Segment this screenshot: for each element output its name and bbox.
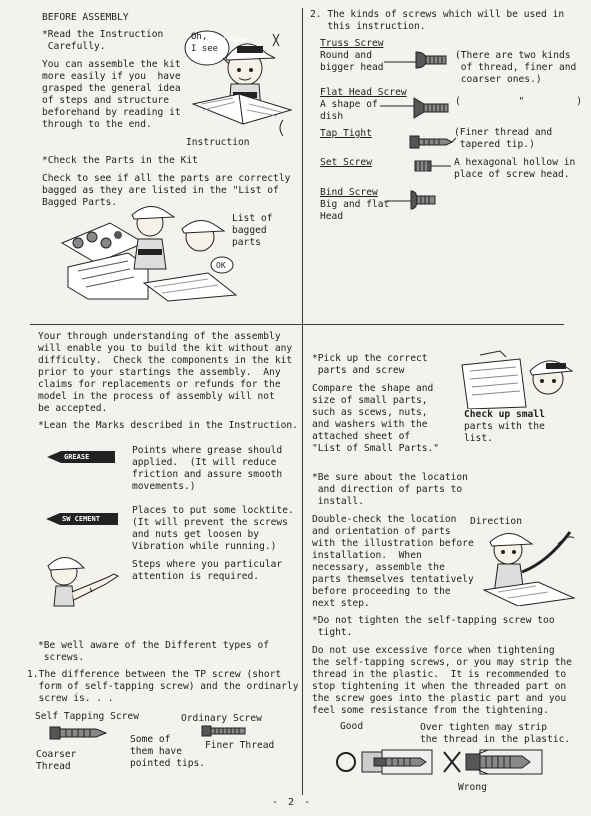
self-tapping-screw-icon [48,723,112,743]
section-divider [30,324,564,325]
oh-i-see-bubble: Oh, I see [191,32,219,55]
flat-head-screw-icon [378,96,452,120]
do-not-tighten-title: *Do not tighten the self-tapping screw too [312,615,555,626]
read-instruction-title-cont: Carefully. [42,41,106,52]
difference-line-3: screw is. . . [27,693,114,704]
ordinary-screw-icon [200,723,248,739]
read-instruction-title: *Read the Instruction [42,29,164,40]
check-list-illustration [460,349,574,409]
difference-line-2: form of self-tapping screw) and the ordinarly [27,681,299,692]
over-tighten-label-2: the thread in the plastic. [420,734,571,745]
difference-line-1: 1.The difference between the TP screw (short [27,669,282,680]
kyosho-cap-logo: KYOSHO [222,36,248,44]
truss-screw-icon [380,46,450,74]
check-parts-title: *Check the Parts in the Kit [42,155,198,166]
pickup-title-cont: parts and screw [312,365,405,376]
be-sure-title: *Be sure about the location [312,472,468,483]
kit-boxes-illustration [58,203,258,303]
pointed-tips-label: Some of them have pointed tips. [130,734,206,770]
ordinary-screw-label: Ordinary Screw [181,713,262,724]
before-assembly-heading: BEFORE ASSEMBLY [42,12,129,23]
good-circle-icon [337,753,355,771]
check-up-small-label: Check up small [464,409,545,420]
coarser-thread-label: Coarser Thread [36,749,77,773]
good-label: Good [340,721,364,732]
pointing-boy-icon [44,552,126,608]
ok-bubble: OK [216,261,226,270]
page-number: - 2 - [272,797,313,808]
wrong-example-illustration [440,746,550,778]
column-divider [302,8,303,795]
pickup-title: *Pick up the correct [312,353,428,364]
different-types-title: *Be well aware of the Different types of [38,640,270,651]
do-not-tighten-title-cont: tight. [312,627,353,638]
over-tighten-label: Over tighten may strip [420,722,548,733]
check-up-small-label-3: list. [464,433,493,444]
finer-thread-label: Finer Thread [205,740,275,751]
different-types-title-cont: screws. [38,652,85,663]
bind-screw-icon [385,189,439,211]
set-screw-icon [413,158,453,174]
marks-title: *Lean the Marks described in the Instruction. [38,420,298,431]
tap-tight-screw-icon [408,132,458,152]
direction-label: Direction [470,516,522,527]
screw-kinds-heading-cont: this instruction. [310,21,426,32]
grease-mark-label: GREASE [64,453,90,461]
direction-boy-illustration [478,528,578,606]
wrong-cross-icon [444,752,460,772]
good-example-illustration [334,746,438,778]
screw-kinds-heading: 2. The kinds of screws which will be used in [310,9,565,20]
be-sure-title-3: install. [312,496,364,507]
be-sure-title-2: and direction of parts to [312,484,463,495]
cement-mark-label: SW CEMENT [62,515,100,523]
check-up-small-label-2: parts with the [464,421,545,432]
instruction-label: Instruction [186,137,250,148]
wrong-label: Wrong [458,782,487,793]
list-of-bagged-parts-label: List of bagged parts [232,213,273,249]
self-tapping-screw-label: Self Tapping Screw [35,711,139,722]
manual-page: BEFORE ASSEMBLY *Read the Instruction Carefully. You can assemble the kit more easily if you have grasped the general idea of steps and structure beforehand by reading it through to the end. Oh, I see KYOSHO Instruction *Check the Parts in the Kit Check to see if all the parts are correctly bagged as they are listed in the "List of Bagged Parts. OK List of bagged parts 2. The kinds of screws which will be used in this instruction. Truss Screw Round and bigger head (There are two kinds of thread, finer and coarser ones.) Flat Head Screw A shape of dish ( " ) Tap Tight (Finer thread and tapered tip.) Set Screw A hexagonal hollow in place of screw head. Bind Screw Big and flat Head Your through understanding of the assembly will enable you to build the kit without any difficulty. Check the components in the kit prior to your startings the assembly. Any claims for replacements or refunds for the model in the process of assembly will not be accepted. *Lean the Marks described in the Instruction. GREASE Points where grease should applied. (It will reduce friction and assure smooth movements.) SW CEMENT Places to put some locktite. (It will prevent the screws and nuts get loosen by Vibration while running.) Steps where you particular attention is required. *Be well aware of the Different types of screws. 1.The difference between the TP screw (short form of self-tapping screw) and the ordinarly screw is. . . Self Tapping Screw Ordinary Screw Coarser Thread Some of them have pointed tips. Finer Thread *Pick up the correct parts and screw Compare the shape and size of small parts, such as scews, nuts, and washers with the attached sheet of "List of Small Parts." Check up small parts with the list. *Be sure about the location and direction of parts to install. Double-check the location and orientation of parts with the illustration before installation. When necessary, assemble the parts themselves tentatively before proceeding to the next step. Direction *Do not tighten the self-tapping screw too tight. Do not use excessive force when tightening the self-tapping screws, or you may strip the thread in the plastic. It is recommended to stop tightening it when the threaded part on the screw goes into the plastic part and you feel some resistance from the tightening. Good Over tighten may strip the thread in the plastic. Wrong - 2 - [27,9,583,808]
